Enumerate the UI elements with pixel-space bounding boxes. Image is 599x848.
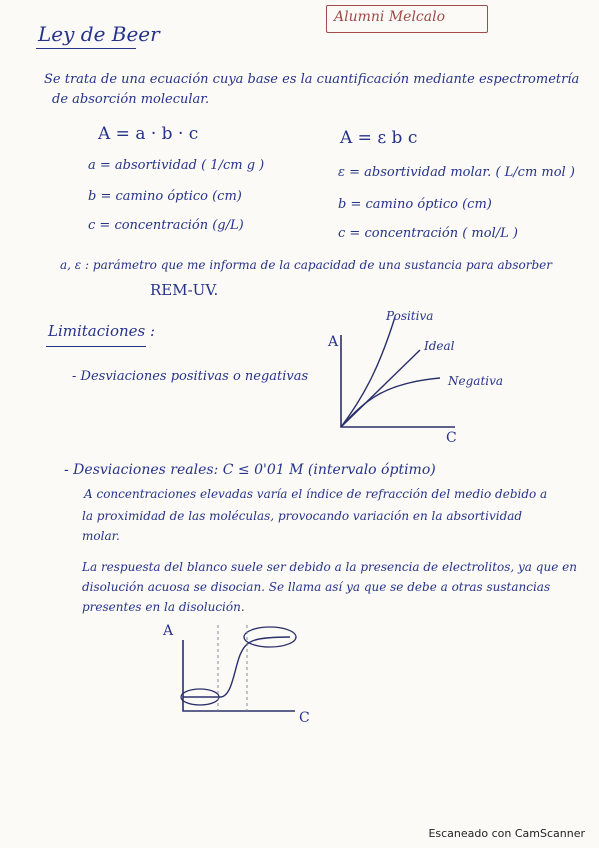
deviations-p1-line-1: A concentraciones elevadas varía el índice de refracción del medio debido a: [84, 487, 548, 501]
deviations-p2-line-3: presentes en la disolución.: [82, 600, 245, 614]
limitations-underline: [46, 346, 146, 347]
intro-line-2: de absorción molecular.: [52, 92, 210, 107]
formula-right-b: b = camino óptico (cm): [338, 197, 492, 212]
param-line-2: REM-UV.: [150, 281, 219, 299]
formula-left-a: a = absortividad ( 1/cm g ): [88, 158, 265, 173]
graph2-y-label: A: [163, 623, 174, 639]
deviations-p1-line-3: molar.: [82, 529, 120, 543]
formula-left-eq: A = a · b · c: [98, 124, 199, 144]
deviations-p2-line-2: disolución acuosa se disocian. Se llama así ya que se debe a otras sustancias: [82, 580, 551, 594]
deviations-heading: - Desviaciones reales: C ≤ 0'01 M (intervalo óptimo): [64, 462, 436, 478]
graph1-label-negative: Negativa: [448, 374, 504, 388]
blank-response-graph: [170, 615, 320, 725]
formula-right-e: ε = absortividad molar. ( L/cm mol ): [338, 165, 575, 180]
scanner-watermark: Escaneado con CamScanner: [428, 827, 585, 840]
limitations-item-1: - Desviaciones positivas o negativas: [72, 369, 309, 384]
blank-curve: [183, 637, 290, 697]
curve-positive: [341, 317, 395, 427]
param-line-1: a, ε : parámetro que me informa de la capacidad de una sustancia para absorber: [60, 258, 552, 272]
graph1-x-label: C: [446, 430, 457, 446]
graph2-x-label: C: [299, 710, 310, 726]
formula-right-c: c = concentración ( mol/L ): [338, 226, 518, 241]
page-title: Ley de Beer: [38, 22, 160, 46]
formula-left-c: c = concentración (g/L): [88, 218, 244, 233]
deviations-p2-line-1: La respuesta del blanco suele ser debido a la presencia de electrolitos, ya que en: [82, 560, 577, 574]
graph1-label-ideal: Ideal: [424, 339, 455, 353]
deviations-p1-line-2: la proximidad de las moléculas, provocando variación en la absortividad: [82, 509, 523, 523]
formula-left-b: b = camino óptico (cm): [88, 189, 242, 204]
graph2-axes: [183, 640, 295, 711]
curve-negative: [341, 378, 440, 427]
intro-line-1: Se trata de una ecuación cuya base es la cuantificación mediante espectrometría: [44, 72, 580, 87]
graph1-y-label: A: [328, 334, 339, 350]
graph2-guides: [218, 625, 247, 711]
formula-right-eq: A = ε b c: [340, 128, 418, 148]
title-underline: [36, 48, 136, 49]
author-name: Alumni Melcalo: [334, 9, 446, 25]
limitations-heading: Limitaciones :: [48, 322, 156, 340]
graph1-label-positive: Positiva: [386, 309, 434, 323]
